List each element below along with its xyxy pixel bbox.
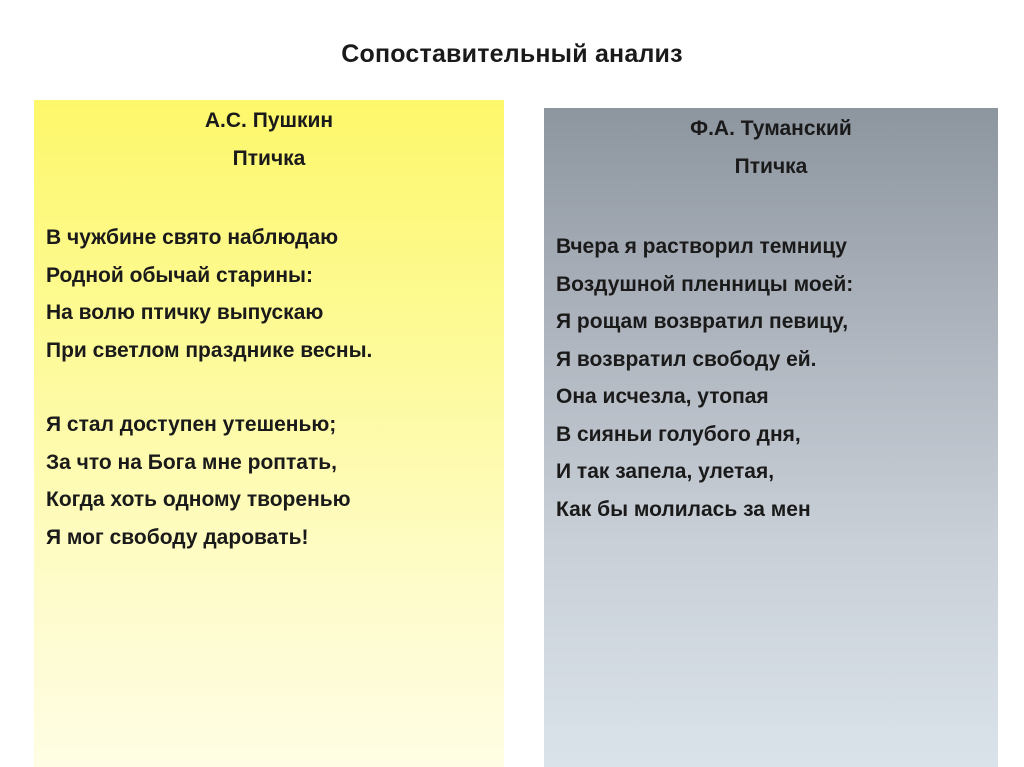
poem-line: Воздушной пленницы моей: [556, 272, 854, 296]
tumansky-poem-title: Птичка [734, 155, 808, 178]
poem-line: За что на Бога мне роптать, [46, 450, 337, 474]
poem-line: Я рощам возвратил певицу, [556, 310, 849, 333]
poem-line: Родной обычай старины: [46, 263, 313, 287]
tumansky-poem-text [556, 228, 998, 528]
poem-line: В чужбине свято наблюдаю [46, 226, 339, 249]
pushkin-author: А.С. Пушкин [204, 109, 334, 132]
poem-line: При светлом празднике весны. [46, 338, 373, 362]
poem-line: Я возвратил свободу ей. [556, 347, 817, 371]
poem-line: Я мог свободу даровать! [46, 525, 309, 549]
poem-line: В сияньи голубого дня, [556, 422, 801, 446]
poem-line: Она исчезла, утопая [556, 385, 769, 408]
stanza-break [46, 369, 504, 406]
pushkin-poem-title: Птичка [232, 147, 306, 170]
poem-line: Я стал доступен утешенью; [46, 413, 337, 436]
poem-line: На волю птичку выпускаю [46, 301, 324, 324]
poem-line: Как бы молилась за мен [556, 497, 811, 521]
tumansky-author: Ф.А. Туманский [690, 117, 852, 140]
pushkin-poem-text [46, 219, 504, 556]
poem-line: Вчера я растворил темницу [556, 235, 847, 258]
poem-line: Когда хоть одному творенью [46, 488, 351, 511]
poem-line: И так запела, улетая, [556, 460, 775, 483]
slide-title: Сопоставительный анализ [341, 40, 683, 68]
tumansky-panel [544, 108, 998, 767]
pushkin-panel [34, 100, 504, 767]
